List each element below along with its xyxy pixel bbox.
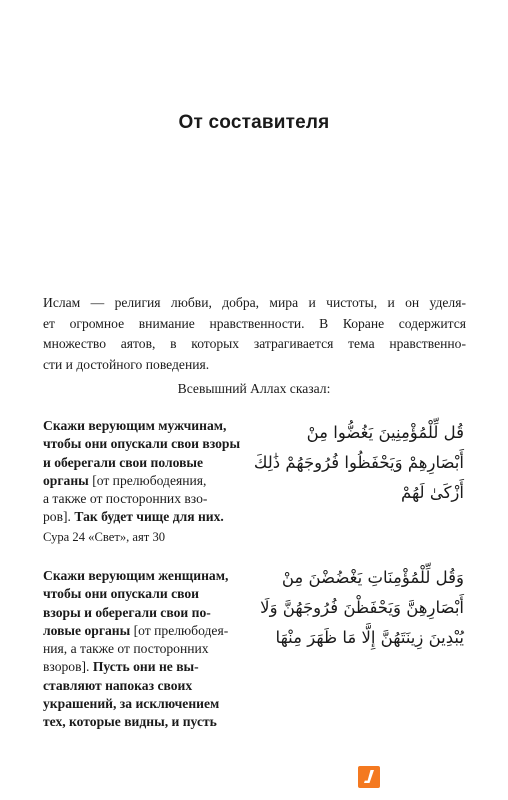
verse-line: тех, которые видны, и пусть [43,714,217,730]
verse-reference: Сура 24 «Свет», аят 30 [43,529,166,544]
allah-said-line: Всевышний Аллах сказал: [177,381,331,396]
verse-line: ния, а также от посторонних [43,641,209,657]
intro-line: сти и достойного поведения. [43,356,210,372]
verse2-translation [43,567,258,732]
verse1-arabic [253,418,464,508]
verse-line: украшений, за исключением [43,696,220,712]
verse-text-commentary: взоров]. [43,659,93,675]
logo-glyph [358,766,380,788]
verse-text-bold: и оберегали свои половые [43,454,204,470]
verse-text-bold: Так будет чище для них. [74,509,224,525]
verse-line: взоры и оберегали свои по- [43,604,211,620]
intro-line: множество аятов, в которых затрагивается тема нравственно- [43,336,466,351]
verse-text-bold: Пусть они не вы- [92,659,199,675]
arabic-line: أَبْصَارِهِنَّ وَيَحْفَظْنَ فُرُوجَهُنَّ وَلَا [260,598,464,617]
verse-line: чтобы они опускали свои [43,586,199,602]
labirint-logo-icon [358,766,380,788]
verse-text-bold: ловые органы [43,622,134,638]
verse-line: чтобы они опускали свои взоры [43,436,241,452]
verse-line [43,454,258,472]
arabic-line: يُبْدِينَ زِينَتَهُنَّ إِلَّا مَا ظَهَرَ مِنْهَا [275,628,464,647]
verse-line: а также от посторонних взо- [43,491,208,507]
verse-text-commentary: [от прелюбодея- [133,622,229,638]
verse2-arabic [259,563,464,653]
verse-text-bold: органы [43,472,89,488]
verse-line [43,658,258,676]
arabic-line: وَقُل لِّلْمُؤْمِنَاتِ يَغْضُضْنَ مِنْ [281,568,464,587]
arabic-line: أَبْصَارِهِمْ وَيَحْفَظُوا فُرُوجَهُمْ ذَٰلِكَ [253,453,464,472]
verse1-translation [43,417,258,546]
verse-line [43,508,258,526]
page-title: От составителя [178,112,330,133]
arabic-line: أَزْكَىٰ لَهُمْ [400,483,464,502]
intro-paragraph [43,293,466,375]
verse-text-commentary: [от прелюбодеяния, [92,472,207,488]
verse-line [43,472,258,490]
verse-line: Скажи верующим женщинам, [43,568,229,583]
verse-line: ставляют напоказ своих [43,677,193,693]
verse-line: Скажи верующим мужчинам, [43,418,227,433]
verse-text-commentary: ров]. [43,509,75,525]
intro-line: ет огромное внимание нравственности. В Коране содержится [43,315,466,331]
verse-line [43,622,258,640]
intro-line: Ислам — религия любви, добра, мира и чистоты, и он уделя- [43,295,466,310]
arabic-line: قُل لِّلْمُؤْمِنِينَ يَغُضُّوا مِنْ [306,423,464,442]
